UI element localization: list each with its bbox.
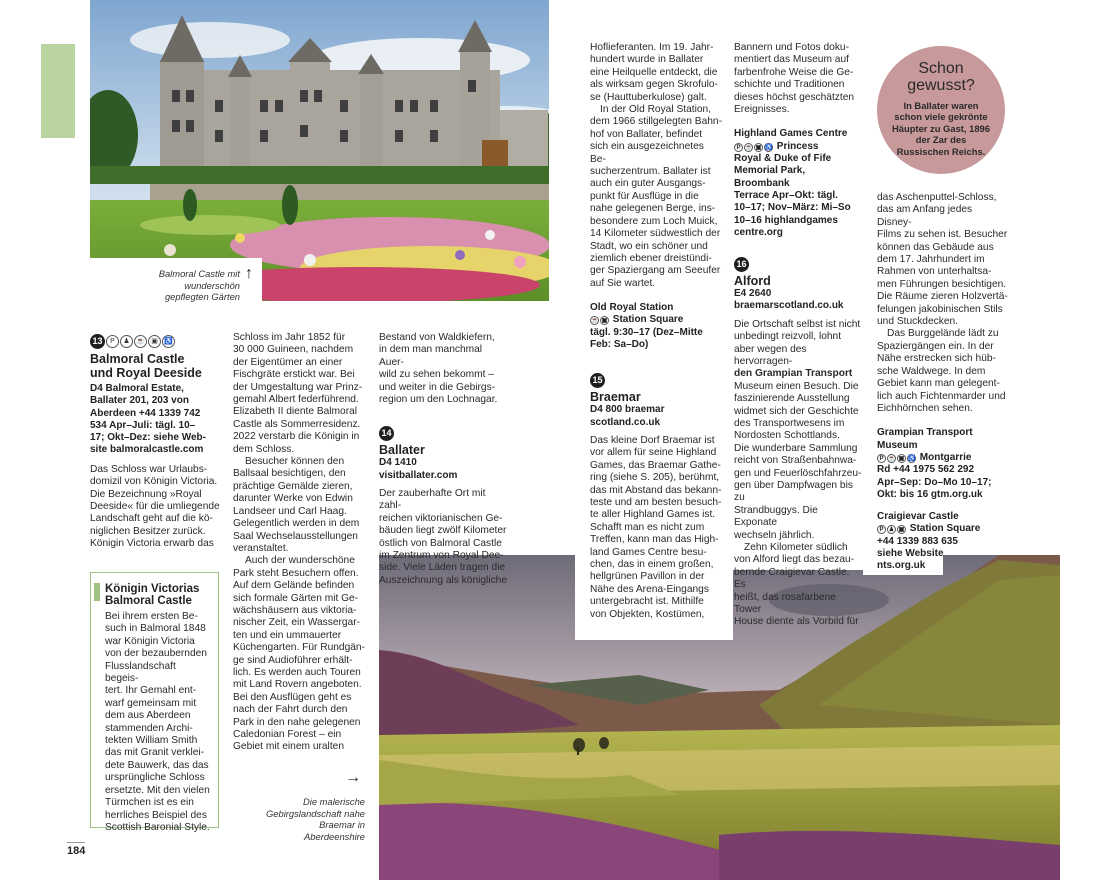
body-line: Games, das Braemar Gathe- [590, 459, 721, 471]
box-line: Türmchen ist es ein [105, 797, 194, 809]
meta-line: Rd +44 1975 562 292 [877, 464, 975, 476]
meta-line: Aberdeen +44 1339 742 [90, 407, 201, 419]
entry-number-badge: 16 [734, 257, 749, 272]
body-line: Gebiet mit einem uralten [233, 741, 344, 753]
body-line: dem 17. Jahrhundert im [877, 254, 985, 266]
body-line: Park in den nahe gelegenen [233, 716, 361, 728]
parking-icon: P [734, 143, 743, 152]
body-line: in dem man manchmal Auer- [379, 344, 483, 368]
cafe-icon: ☕ [745, 144, 753, 151]
page-number: 184 [67, 845, 86, 857]
body-line: 2022 verstarb die Königin in [233, 431, 360, 443]
balmoral-castle-illustration [90, 0, 549, 301]
alford-continued [877, 192, 1009, 573]
body-line: schichte und Traditionen [734, 79, 845, 91]
box-accent-bar [94, 583, 100, 601]
body-line: Deeside« für die umliegende [90, 501, 220, 512]
meta-line: scotland.co.uk [590, 416, 661, 428]
arrow-up-icon: ↑ [245, 265, 253, 282]
did-you-know-bubble [877, 46, 1005, 174]
box-line: stammenden Archi- [105, 722, 193, 734]
body-line: reicht von Straßenbahnwa- [734, 455, 857, 467]
page-number-rule [67, 842, 85, 843]
wheelchair-icon: ♿ [162, 335, 175, 348]
shop-icon: ▣ [601, 318, 608, 325]
body-line: 14 Kilometer südwestlich der [590, 228, 721, 240]
guided-tour-icon: ♟ [888, 527, 895, 534]
meta-line: D4 1410 [379, 457, 417, 469]
parking-icon: P [877, 525, 886, 534]
body-line: Das Schloss war Urlaubs- [90, 463, 208, 475]
parking-icon: P [877, 454, 886, 463]
arrow-right-icon: → [345, 769, 361, 786]
body-line: nischer Zeit, ein Wassergar- [233, 617, 361, 629]
body-line: Saal Wechselausstellungen [233, 530, 358, 542]
body-line: punkt für Ausflüge in die [590, 190, 699, 202]
entry-body [379, 488, 509, 587]
body-line: Stadt, wo ein schöner und [590, 240, 708, 252]
entry-13-continued [233, 332, 368, 754]
body-line: Museum einen Besuch. Die [734, 380, 859, 392]
body-line: hellgrünen Pavillon in der [590, 571, 705, 583]
body-line: dem 1966 stillgelegten Bahn- [590, 116, 722, 128]
entry-body [590, 435, 722, 621]
old-royal-station-block [590, 302, 722, 351]
body-line: Das kleine Dorf Braemar ist [590, 434, 715, 446]
box-line: dete Bauwerk, das das [105, 759, 209, 771]
body-line: von Objekten, Kostümen, [590, 608, 705, 620]
body-line: aber wegen des hervorragen- [734, 343, 807, 367]
body-line: faszinierende Ausstellung [734, 393, 850, 405]
box-line: tekten William Smith [105, 735, 198, 747]
body-line: Königin Victoria erwarb das [90, 538, 214, 550]
body-line: Auf dem Gelände befinden [233, 580, 355, 592]
body-line: von Alford liegt das bezau- [734, 554, 855, 566]
meta-line: Okt: bis 16 gtm.org.uk [877, 488, 983, 500]
box-line: such in Balmoral 1848 [105, 623, 206, 635]
body-line: Ereignisses. [734, 104, 790, 116]
body-line: Ballsaal besichtigen, den [233, 468, 346, 480]
body-line: untergebracht ist. Mithilfe [590, 596, 704, 608]
body-line: Strandbuggys. Die Exponate [734, 504, 818, 529]
body-line: dem Schloss. [233, 443, 295, 455]
entry-title: Braemar [590, 390, 641, 405]
venue-title-line-2: Museum [877, 439, 918, 451]
sidebar-box-queen-victoria [90, 572, 219, 833]
body-line: prächtige Gemälde zieren, [233, 480, 353, 492]
meta-line: Royal & Duke of Fife [734, 153, 832, 165]
body-line: Die Ortschaft selbst ist nicht [734, 318, 861, 330]
meta-line: Terrace Apr–Okt: tägl. [734, 189, 838, 201]
body-line: und Stuckdecken. [877, 316, 958, 328]
body-line: das mit Abstand das bekann- [590, 484, 722, 496]
body-line: das am Anfang jedes Disney- [877, 204, 973, 228]
paragraph [379, 332, 509, 406]
cafe-icon: ☕ [134, 335, 147, 348]
meta-line: Apr–Sep: Do–Mo 10–17; [877, 476, 992, 488]
body-line: veranstaltet. [233, 542, 289, 554]
venue-meta [734, 141, 862, 239]
venue-meta [877, 523, 1009, 572]
entry-meta [734, 288, 862, 313]
meta-line: tägl. 9:30–17 (Dez–Mitte [590, 326, 703, 338]
meta-line: 10–17; Nov–März: Mi–So [734, 202, 851, 214]
body-line: Films zu sehen ist. Besucher [877, 229, 1008, 241]
entry-number-badge: 15 [590, 373, 605, 388]
body-line: Auch der wunderschöne [245, 555, 355, 567]
bubble-title-line-1: Schon [918, 60, 964, 77]
body-line: domizil von Königin Victoria. [90, 476, 218, 488]
body-line: eine Heilquelle entdeckt, die [590, 66, 718, 78]
paragraph [877, 328, 1009, 415]
entry-meta [590, 404, 722, 429]
entry-number-badge: 13 [90, 334, 105, 349]
body-line: bernde Craigievar Castle. Es [734, 566, 850, 591]
body-line: In der Old Royal Station, [600, 104, 711, 116]
meta-line [590, 314, 722, 326]
title-line-2: und Royal Deeside [90, 366, 202, 380]
box-title-line-1: Königin Victorias [105, 583, 200, 595]
box-line: herrliches Beispiel des [105, 809, 207, 821]
shop-icon: ▣ [755, 144, 762, 151]
entry-braemar [590, 373, 722, 621]
section-tab-marker [41, 44, 75, 138]
entry-body [734, 319, 862, 629]
body-line: mit Land Rovern angeboten. [233, 679, 362, 691]
body-line: House diente als Vorbild für [734, 616, 859, 628]
entry-number-badge: 14 [379, 426, 394, 441]
box-line: Flusslandschaft begeis- [105, 660, 176, 685]
body-line: Schafft man es nicht zum [590, 521, 705, 533]
body-line: widmet sich der Geschichte [734, 405, 859, 417]
paragraph [877, 192, 1009, 328]
meta-line: D4 800 braemar [590, 404, 665, 416]
meta-line: centre.org [734, 226, 783, 238]
entry-title: Ballater [379, 443, 425, 458]
body-line: sich ein ausgezeichnetes Be- [590, 141, 704, 165]
meta-line: 10–16 highlandgames [734, 214, 838, 226]
body-line: sich formale Gärten mit Ge- [233, 592, 359, 604]
venue-title: Highland Games Centre [734, 128, 848, 140]
body-line: unbedingt reizvoll, lohnt [734, 331, 842, 343]
address: Montgarrie [919, 451, 972, 463]
body-line: Die wunderbare Sammlung [734, 442, 858, 454]
body-line: den Grampian Transport [734, 368, 853, 380]
body-line: vor allem für seine Highland [590, 447, 717, 459]
box-line: ursprüngliche Schloss [105, 772, 205, 784]
body-line: niglichen Besitzer zurück. [90, 525, 206, 537]
meta-line: 17; Okt–Dez: siehe Web- [90, 432, 206, 444]
address: Princess [776, 140, 819, 152]
body-line: Castle als Sommerresidenz. [233, 418, 361, 430]
highland-games-centre-block [734, 128, 862, 239]
body-line: des Transportwesens im [734, 417, 845, 429]
entry-13-icons [90, 334, 220, 350]
box-title [105, 583, 210, 607]
entry-meta [379, 457, 509, 482]
venue-meta [590, 314, 722, 351]
body-line: besondere zum Loch Muick, [590, 215, 718, 227]
photo-caption-castle: Balmoral Castle mit wunderschön gepflegten Gärten [158, 268, 240, 302]
body-line: ring (siehe S. 205), berühmt, [590, 472, 720, 484]
body-line: auch ein guter Ausgangs- [590, 178, 706, 190]
body-line: Rahmen von unterhaltsa- [877, 266, 992, 278]
entry-title: Alford [734, 274, 771, 289]
paragraph [590, 42, 722, 104]
body-line: region um den Lochnagar. [379, 394, 498, 406]
body-line: ten und ein ummauerter [233, 629, 342, 641]
body-line: Das Burggelände lädt zu [887, 328, 999, 340]
body-line: Park steht Besuchern offen. [233, 567, 359, 579]
body-line: Eichhörnchen sehen. [877, 402, 973, 414]
cafe-icon: ☕ [888, 455, 896, 462]
box-line: war Königin Victoria [105, 635, 195, 647]
body-line: nach der Fahrt durch den [233, 704, 348, 716]
body-line: Die Räume zieren Holzvertä- [877, 291, 1008, 303]
shop-icon: ▣ [898, 527, 905, 534]
body-line: Hoflieferanten. Im 19. Jahr- [590, 42, 714, 53]
body-line: Nähe des Arena-Eingangs [590, 583, 709, 595]
body-line: te aller Highland Games ist. [590, 509, 716, 521]
meta-line: +44 1339 883 635 [877, 535, 958, 547]
body-line: hof von Ballater, befindet [590, 128, 703, 140]
grampian-transport-museum-block [877, 427, 1009, 501]
body-line: farbenfrohe Weise die Ge- [734, 66, 854, 78]
body-line: im Zentrum von Royal Dee- [379, 550, 504, 562]
parking-icon: P [106, 335, 119, 348]
body-line: ge sind Audioführer erhält- [233, 654, 353, 666]
title-line-1: Balmoral Castle [90, 352, 185, 366]
paragraph [233, 555, 368, 754]
meta-line: D4 Balmoral Estate, [90, 383, 184, 394]
body-line: und weiter in die Gebirgs- [379, 381, 496, 393]
body-line: sucherzentrum. Ballater ist [590, 166, 711, 178]
venue-title [877, 427, 1009, 452]
body-line: hundert wurde in Ballater [590, 54, 704, 66]
venue-title: Old Royal Station [590, 302, 674, 314]
body-line: gen über Dampfwagen bis zu [734, 479, 853, 504]
body-line: Nordosten Schottlands. [734, 430, 840, 442]
box-line: tert. Ihr Gemahl ent- [105, 685, 197, 697]
box-line: Bei ihrem ersten Be- [105, 611, 198, 622]
box-line: von der bezaubernden [105, 648, 207, 660]
body-line: Gelegentlich werden in dem [233, 518, 360, 530]
box-line: warf gemeinsam mit [105, 697, 197, 709]
body-line: Spaziergängen ein. In der [877, 340, 994, 352]
shop-icon: ▣ [148, 335, 161, 348]
craigievar-castle-block [877, 511, 1009, 572]
paragraph [734, 42, 862, 116]
body-line: heißt, das rosafarbene Tower [734, 591, 836, 616]
body-line: gemahl Albert federführend. [233, 394, 359, 406]
body-line: Bestand von Waldkiefern, [379, 332, 495, 343]
body-line: teste und am besten besuch- [590, 496, 722, 508]
shop-icon: ▣ [898, 455, 905, 462]
meta-line: siehe Website [877, 547, 944, 559]
entry-balmoral-castle [90, 334, 220, 551]
meta-line: nts.org.uk [877, 560, 926, 572]
body-line: sche Waldwege. In dem [877, 365, 986, 377]
body-line: ger Spaziergang am Seeufer [590, 265, 721, 277]
body-line: Küchengarten. Für Rundgän- [233, 642, 365, 654]
body-line: Treffen, kann man das High- [590, 534, 719, 546]
meta-line: site balmoralcastle.com [90, 444, 204, 456]
cafe-icon: ☕ [591, 318, 599, 325]
body-line: Bannern und Fotos doku- [734, 42, 849, 53]
entry-13-end-and-ballater [379, 332, 509, 587]
body-line: nahe gelegenen Berge, ins- [590, 203, 716, 215]
braemar-continued-and-alford [734, 42, 862, 629]
meta-line: Feb: Sa–Do) [590, 339, 649, 351]
paragraph [233, 456, 368, 555]
paragraph [590, 104, 722, 290]
body-line: Der zauberhafte Ort mit zahl- [379, 488, 486, 512]
entry-meta [90, 383, 220, 457]
body-line: Auszeichnung als königliche [379, 574, 507, 586]
body-line: Elizabeth II diente Balmoral [233, 406, 358, 418]
entry-body [90, 464, 220, 551]
entry-ballater [379, 426, 509, 587]
venue-title-line-1: Grampian Transport [877, 427, 973, 439]
body-line: men Führungen besichtigen. [877, 278, 1007, 290]
box-line: das mit Granit verklei- [105, 747, 205, 759]
body-line: Bei den Ausflügen geht es [233, 691, 352, 703]
body-line: wechseln jährlich. [734, 529, 815, 541]
body-line: Zehn Kilometer südlich [744, 542, 848, 554]
body-line: Schloss im Jahr 1852 für [233, 332, 346, 343]
bubble-title [877, 60, 1005, 94]
body-line: Gebiet kann man gelegent- [877, 378, 1000, 390]
body-line: wächshäusern aus viktoria- [233, 604, 357, 616]
wheelchair-icon: ♿ [765, 144, 773, 151]
body-line: side. Viele Läden tragen die [379, 562, 506, 574]
body-line: lich auch Fichtenmarder und [877, 390, 1006, 402]
meta-line: E4 2640 [734, 288, 772, 300]
meta-line [877, 523, 1009, 535]
bubble-title-line-2: gewusst? [907, 77, 975, 94]
entry-alford [734, 257, 862, 629]
body-line: reichen viktorianischen Ge- [379, 512, 503, 524]
body-line: dieses höchst geschätzten [734, 91, 855, 103]
venue-title: Craigievar Castle [877, 511, 959, 523]
venue-meta [877, 452, 1009, 501]
meta-line: 534 Apr–Juli: tägl. 10– [90, 419, 196, 431]
body-line: das Aschenputtel-Schloss, [877, 192, 997, 203]
body-line: Caledonian Forest – ein [233, 729, 342, 740]
box-line: ersetzte. Mit den vielen [105, 784, 210, 796]
body-line: ziemlich ebener dreistündi- [590, 252, 712, 264]
balmoral-castle-photo [90, 0, 549, 301]
body-line: felungen jakobinischen Stils [877, 303, 1003, 315]
body-line: Landschaft geht auf die kö- [90, 513, 213, 525]
body-line: darunter Werke von Edwin [233, 493, 353, 505]
body-line: se (Hauttuberkulose) galt. [590, 91, 707, 103]
meta-line: Ballater 201, 203 von [90, 395, 189, 407]
box-title-line-2: Balmoral Castle [105, 595, 192, 607]
body-line: mentiert das Museum auf [734, 54, 849, 66]
body-line: Besucher können den [245, 456, 345, 468]
box-line: dem aus Aberdeen [105, 710, 191, 722]
photo-caption-landscape: Die malerische Gebirgslandschaft nahe Braemar in Aberdeenshire [265, 796, 365, 842]
body-line: Fischgräte erstickt war. Bei [233, 369, 355, 381]
body-line: 30 000 Guineen, nachdem [233, 344, 354, 356]
body-line: land Games Centre besu- [590, 546, 707, 558]
meta-line [734, 141, 862, 153]
body-line: der Umgestaltung war Prinz- [233, 381, 363, 393]
entry-title [90, 352, 220, 380]
body-line: östlich von Balmoral Castle [379, 537, 502, 549]
paragraph [233, 332, 368, 456]
body-line: der Eigentümer an einer [233, 356, 343, 368]
address: Station Square [909, 523, 981, 535]
body-line: gen und Feuerlöschfahrzeu- [734, 467, 862, 479]
box-body [105, 611, 210, 834]
meta-line [877, 452, 1009, 464]
body-line: Nähe erstrecken sich hüb- [877, 353, 996, 365]
body-line: als wirksam gegen Skrofulo- [590, 79, 718, 91]
address: Station Square [612, 314, 684, 326]
body-line: wild zu sehen bekommt – [379, 369, 494, 381]
body-line: Die Bezeichnung »Royal [90, 488, 202, 500]
body-line: bäuden liegt zwölf Kilometer [379, 525, 507, 537]
wheelchair-icon: ♿ [908, 455, 916, 462]
box-line: Scottish Baronial Style. [105, 821, 210, 833]
body-line: Landseer und Carl Haag. [233, 505, 347, 517]
meta-line: Memorial Park, Broombank [734, 165, 806, 189]
guided-tour-icon: ♟ [120, 335, 133, 348]
bubble-text: In Ballater waren schon viele gekrönte Häupter zu Gast, 1896 der Zar des Russischen Reichs. [892, 100, 990, 157]
body-line: lich. Es werden auch Touren [233, 666, 361, 678]
body-line: chen, das in einem großen, [590, 558, 714, 570]
body-line: können das Gebäude aus [877, 241, 994, 253]
ballater-continued-and-braemar [590, 42, 722, 621]
body-line: auf Sie wartet. [590, 277, 656, 289]
meta-line: visitballater.com [379, 469, 458, 481]
meta-line: braemarscotland.co.uk [734, 300, 844, 312]
